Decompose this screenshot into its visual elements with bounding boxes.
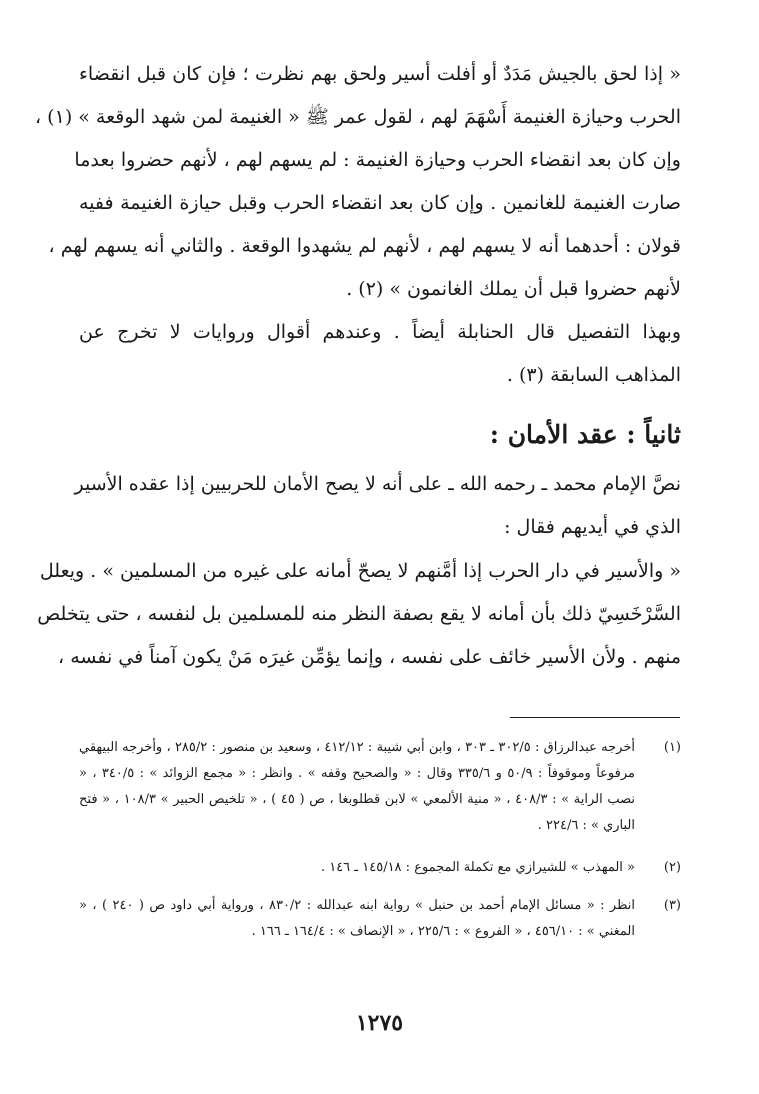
footnote	[79, 735, 681, 839]
paragraph-line: صارت الغنيمة للغانمين . وإن كان بعد انقضاء الحرب وقبل حيازة الغنيمة ففيه	[79, 192, 681, 214]
paragraph-line: منهم . ولأن الأسير خائف على نفسه ، وإنما يؤمِّن غيرَه مَنْ يكون آمناً في نفسه ،	[58, 646, 681, 668]
footnote-text: « المهذب » للشيرازي مع تكملة المجموع : ١٤٥/١٨ ـ ١٤٦ .	[320, 860, 635, 875]
footnote-number: (٢)	[663, 860, 681, 875]
paragraph-line: « والأسير في دار الحرب إذا أمَّنهم لا يصحّ أمانه على غيره من المسلمين » . ويعلل	[39, 560, 681, 582]
footnote	[79, 855, 681, 881]
paragraph-line: وإن كان بعد انقضاء الحرب وحيازة الغنيمة : لم يسهم لهم ، لأنهم حضروا بعدما	[74, 149, 681, 171]
footnote-text: انظر : « مسائل الإمام أحمد بن حنبل » رواية ابنه عبدالله : ٨٣٠/٢ ، ورواية أبي داود ص ( ٢٤٠ ) ، « المغني » : ٤٥٦/١٠ ، « الفروع » : ٢٢٥/٦ ، « الإنصاف » : ١٦٤/٤ ـ ١٦٦ .	[79, 898, 635, 939]
paragraph-line: « إذا لحق بالجيش مَدَدٌ أو أفلت أسير ولحق بهم نظرت ؛ فإن كان قبل انقضاء	[79, 63, 681, 85]
paragraph-line: المذاهب السابقة (٣) .	[506, 364, 681, 386]
paragraph-line: الذي في أيديهم فقال :	[504, 516, 681, 538]
paragraph-line: قولان : أحدهما أنه لا يسهم لهم ، لأنهم لم يشهدوا الوقعة . والثاني أنه يسهم لهم ،	[48, 235, 681, 257]
footnote	[79, 893, 681, 945]
footnote-divider	[510, 717, 680, 718]
paragraph-line: نصَّ الإمام محمد ـ رحمه الله ـ على أنه لا يصح الأمان للحربيين إذا عقده الأسير	[74, 473, 681, 495]
paragraph-line: الحرب وحيازة الغنيمة أَسْهَمَ لهم ، لقول عمر ﷺ « الغنيمة لمن شهد الوقعة » (١) ،	[35, 106, 681, 128]
paragraph-line: وبهذا التفصيل قال الحنابلة أيضاً . وعندهم أقوال وروايات لا تخرج عن	[79, 321, 681, 343]
footnote-number: (١)	[663, 740, 681, 755]
footnote-text: أخرجه عبدالرزاق : ٣٠٢/٥ ـ ٣٠٣ ، وابن أبي شيبة : ٤١٢/١٢ ، وسعيد بن منصور : ٢٨٥/٢ ، وأخرجه البيهقي مرفوعاً وموقوفاً : ٥٠/٩ و ٣٣٥/٦ وقال : « والصحيح وقفه » . وانظر : « مجمع الزوائد » : ٣٤٠/٥ ، « نصب الراية » : ٤٠٨/٣ ، « منية الألمعي » لابن قطلوبغا ، ص ( ٤٥ ) ، « تلخيص الحبير » ١٠٨/٣ ، « فتح الباري » : ٢٢٤/٦ .	[79, 740, 635, 833]
section-heading: ثانياً : عقد الأمان :	[489, 420, 681, 449]
page-number: ١٢٧٥	[355, 1010, 404, 1036]
footnote-number: (٣)	[663, 898, 681, 913]
paragraph-line: السَّرْخَسِيّ ذلك بأن أمانه لا يقع بصفة النظر منه للمسلمين بل لنفسه ، حتى يتخلص	[37, 603, 681, 625]
paragraph-line: لأنهم حضروا قبل أن يملك الغانمون » (٢) .	[346, 278, 681, 300]
